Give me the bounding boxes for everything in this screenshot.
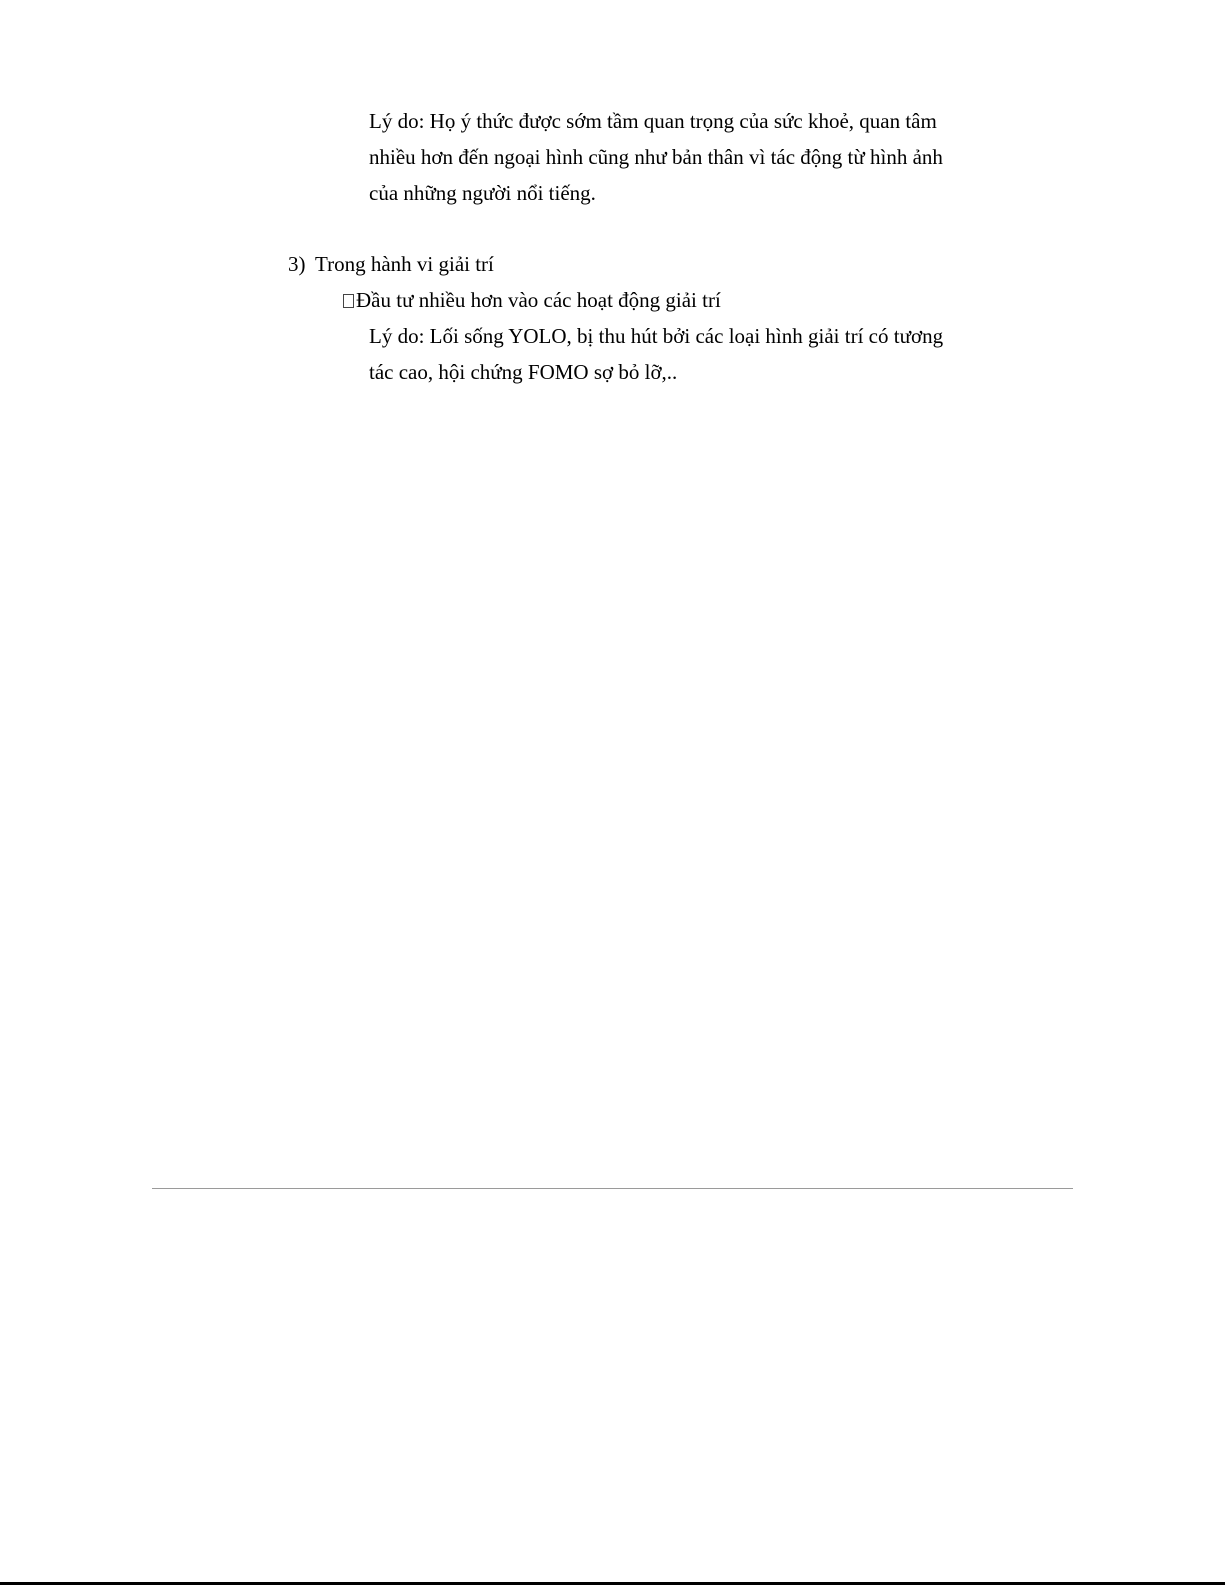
footer-divider: [152, 1188, 1073, 1189]
missing-glyph-bullet-icon: [343, 294, 354, 308]
section-3-number: 3): [288, 252, 306, 276]
section-2-reason-line-1: Lý do: Họ ý thức được sớm tầm quan trọng của sức khoẻ, quan tâm: [369, 109, 937, 133]
section-3-reason-line-1: Lý do: Lối sống YOLO, bị thu hút bởi các loại hình giải trí có tương: [369, 324, 944, 348]
section-3-bullet: [343, 287, 721, 313]
section-2-reason-line-3: của những người nổi tiếng.: [369, 181, 596, 205]
section-3-heading: [288, 251, 494, 277]
section-3-bullet-text: Đầu tư nhiều hơn vào các hoạt động giải trí: [356, 288, 721, 312]
section-3-title: Trong hành vi giải trí: [315, 252, 494, 276]
section-3-reason-line-2: tác cao, hội chứng FOMO sợ bỏ lỡ,..: [369, 360, 678, 384]
section-2-reason-line-2: nhiều hơn đến ngoại hình cũng như bản thân vì tác động từ hình ảnh: [369, 145, 943, 169]
